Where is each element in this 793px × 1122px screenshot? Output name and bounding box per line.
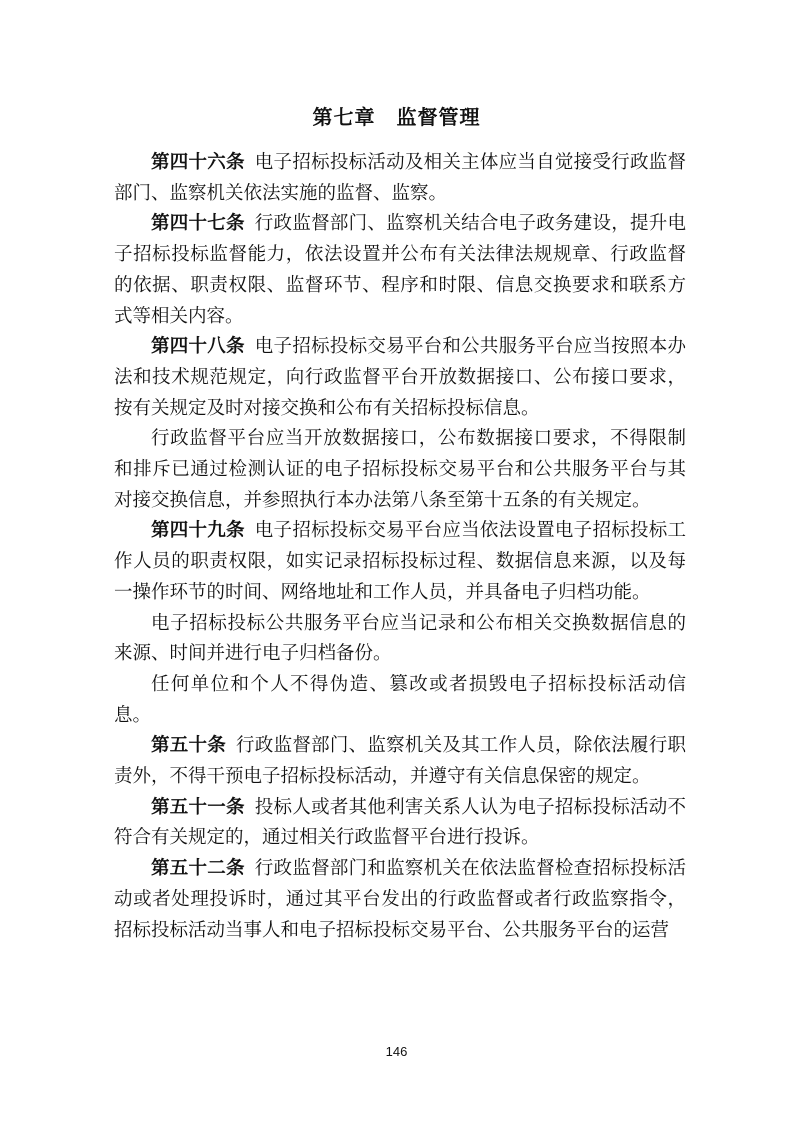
body-text [114, 148, 686, 946]
article-text: 电子招标投标交易平台应当依法设置电子招标投标工作人员的职责权限，如实记录招标投标过程、数据信息来源，以及每一操作环节的时间、网络地址和工作人员，并具备电子归档功能。 [114, 520, 686, 603]
article-number: 第四十七条 [151, 213, 245, 235]
article-number: 第四十六条 [151, 152, 245, 173]
page-number: 146 [385, 1044, 408, 1059]
article-text: 电子招标投标交易平台和公共服务平台应当按照本办法和技术规范规定，向行政监督平台开放数据接口、公布接口要求，按有关规定及时对接交换和公布有关招标投标信息。 [114, 336, 686, 419]
article-text: 投标人或者其他利害关系人认为电子招标投标活动不符合有关规定的，通过相关行政监督平台进行投诉。 [114, 796, 686, 849]
article-number: 第四十八条 [151, 336, 245, 358]
chapter-title: 第七章 监督管理 [312, 105, 481, 129]
article-51-paragraph [114, 793, 686, 854]
article-number: 第四十九条 [151, 520, 245, 542]
article-48-paragraph [114, 332, 686, 424]
article-49-continuation-paragraph [114, 670, 686, 731]
article-text: 行政监督部门和监察机关在依法监督检查招标投标活动或者处理投诉时，通过其平台发出的行政监督或者行政监察指令，招标投标活动当事人和电子招标投标交易平台、公共服务平台的运营 [114, 858, 686, 941]
article-50-paragraph [114, 731, 686, 792]
article-number: 第五十条 [151, 735, 227, 757]
article-text: 电子招标投标活动及相关主体应当自觉接受行政监督部门、监察机关依法实施的监督、监察。 [114, 152, 686, 204]
article-52-paragraph [114, 854, 686, 946]
paragraph-text: 电子招标投标公共服务平台应当记录和公布相关交换数据信息的来源、时间并进行电子归档备份。 [114, 612, 686, 665]
article-text: 行政监督部门、监察机关结合电子政务建设，提升电子招标投标监督能力，依法设置并公布有关法律法规规章、行政监督的依据、职责权限、监督环节、程序和时限、信息交换要求和联系方式等相关内容。 [114, 213, 686, 327]
article-49-continuation-paragraph [114, 609, 686, 670]
article-48-continuation-paragraph [114, 424, 686, 516]
paragraph-text: 行政监督平台应当开放数据接口，公布数据接口要求，不得限制和排斥已通过检测认证的电子招标投标交易平台和公共服务平台与其对接交换信息，并参照执行本办法第八条至第十五条的有关规定。 [114, 428, 686, 511]
article-number: 第五十一条 [151, 796, 245, 818]
article-47-paragraph [114, 209, 686, 332]
paragraph-text: 任何单位和个人不得伪造、篡改或者损毁电子招标投标活动信息。 [114, 673, 686, 726]
article-number: 第五十二条 [151, 858, 245, 880]
article-text: 行政监督部门、监察机关及其工作人员，除依法履行职责外，不得干预电子招标投标活动，并遵守有关信息保密的规定。 [114, 735, 686, 788]
article-49-paragraph [114, 516, 686, 608]
article-46-paragraph [114, 148, 686, 209]
